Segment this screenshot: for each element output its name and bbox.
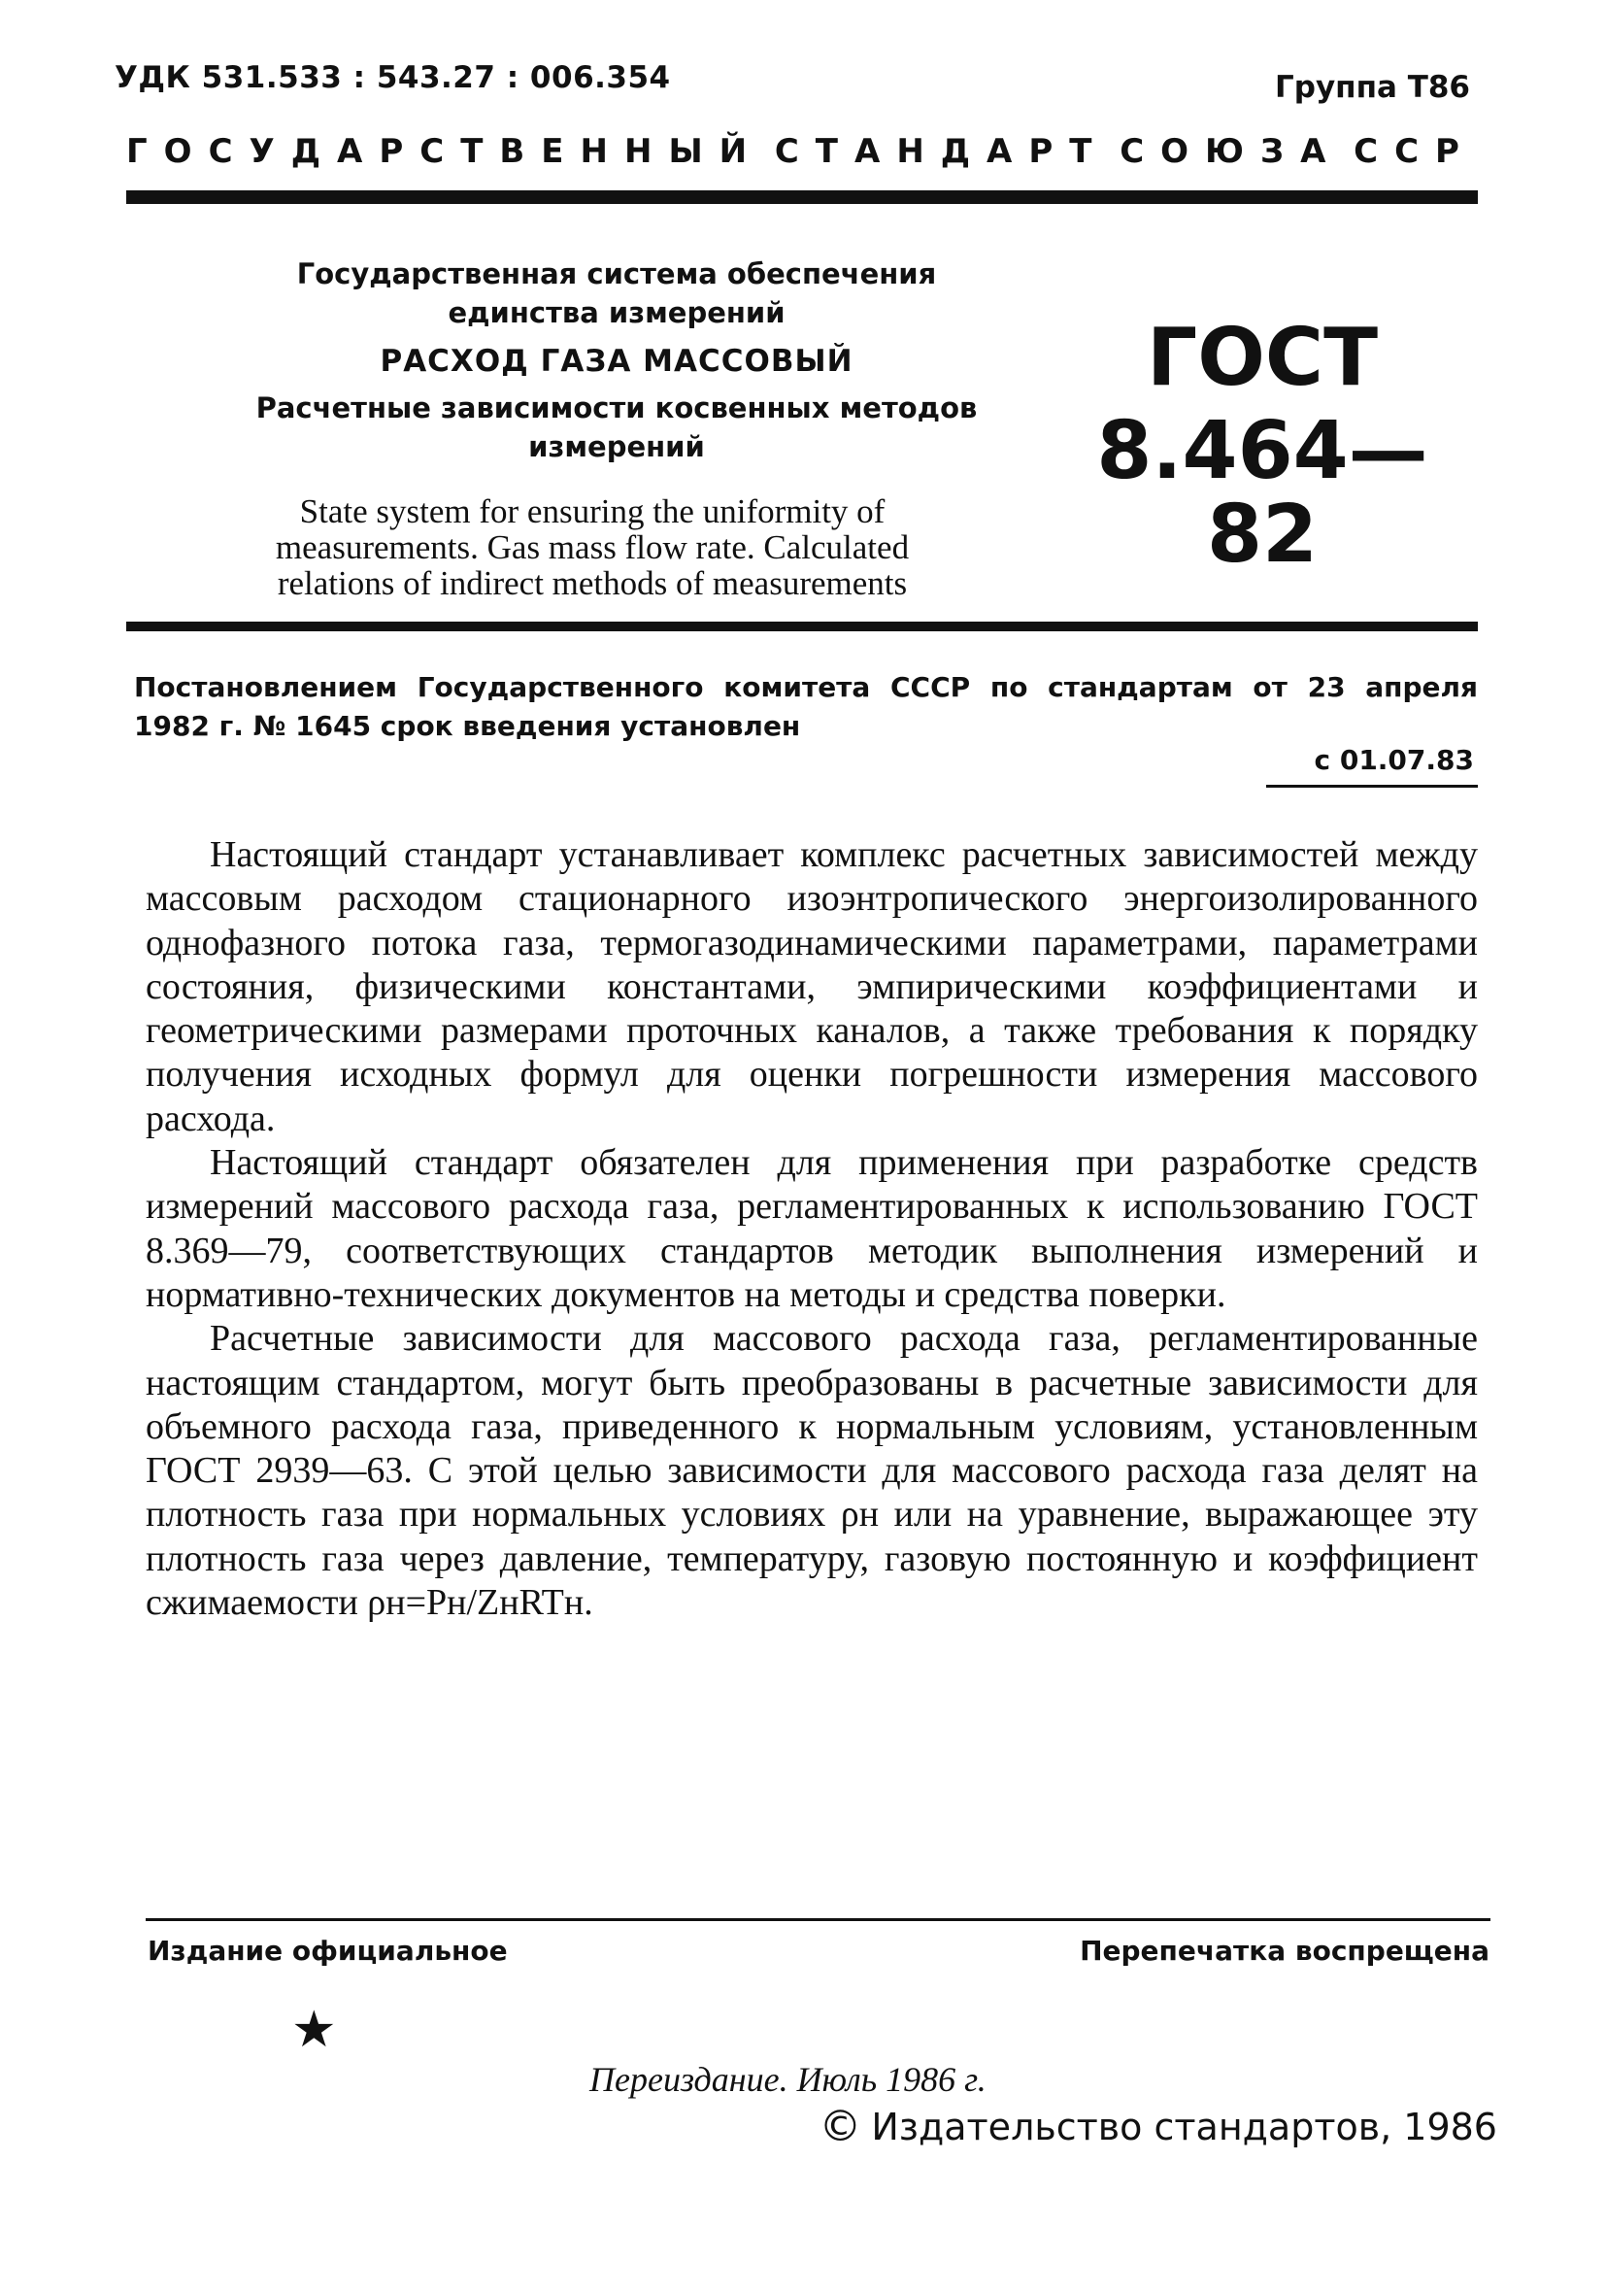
paragraph: Настоящий стандарт устанавливает комплекс расчетных зависимостей между массовым расходом стационарного изоэнтропического энергоизолированного однофазного потока газа, термогазодинамическими параметрами, параметрами состояния, физическими константами, эмпирическими коэффициентами и геометрическими размерами проточных каналов, а также требования к порядку получения исходных формул для оценки погрешности измерения массового расхода. — [146, 834, 1478, 1139]
state-standard-heading — [126, 132, 1476, 171]
copyright-icon: © — [819, 2102, 862, 2151]
date-underline — [1266, 785, 1478, 788]
heading-word: СОЮЗА — [1120, 132, 1343, 171]
heading-word: ГОСУДАРСТВЕННЫЙ — [126, 132, 764, 171]
gost-label: ГОСТ — [1146, 312, 1379, 404]
subtitle-line: измерений — [528, 430, 705, 463]
main-title: РАСХОД ГАЗА МАССОВЫЙ — [380, 344, 853, 379]
official-edition-label: Издание официальное — [148, 1935, 508, 1967]
english-title-line: relations of indirect methods of measurements — [277, 564, 908, 602]
gost-number: 8.464—82 — [1096, 405, 1428, 581]
group-code: Группа Т86 — [1275, 70, 1470, 105]
body-text — [146, 833, 1478, 1625]
effective-date: с 01.07.83 — [1314, 744, 1474, 776]
system-title-line: единства измерений — [448, 296, 786, 329]
middle-divider — [126, 622, 1478, 631]
english-title — [194, 493, 990, 601]
heading-word: СТАНДАРТ — [774, 132, 1109, 171]
bottom-divider — [146, 1918, 1490, 1921]
copyright-text: Издательство стандартов, 1986 — [871, 2105, 1497, 2148]
system-title-line: Государственная система обеспечения — [296, 257, 937, 290]
paragraph: Настоящий стандарт обязателен для применения при разработке средств измерений массового расхода газа, регламентированных к использованию ГОСТ 8.369—79, соответствующих стандартов методик выполнения измерений и нормативно-технических документов на методы и средства поверки. — [146, 1142, 1478, 1315]
title-block — [233, 254, 1000, 466]
heading-word: ССР — [1354, 132, 1476, 171]
top-divider — [126, 190, 1478, 204]
subtitle-line: Расчетные зависимости косвенных методов — [255, 391, 978, 424]
english-title-line: State system for ensuring the uniformity of — [299, 492, 886, 530]
english-title-line: measurements. Gas mass flow rate. Calculated — [275, 528, 910, 566]
reissue-note: Переиздание. Июль 1986 г. — [589, 2060, 987, 2099]
reprint-prohibited-label: Перепечатка воспрещена — [1080, 1935, 1489, 1967]
decree-text: Постановлением Государственного комитета СССР по стандартам от 23 апреля 1982 г. № 1645 срок введения установлен — [134, 671, 1478, 742]
star-icon: ★ — [291, 2001, 337, 2059]
paragraph: Расчетные зависимости для массового расхода газа, регламентированные настоящим стандартом, могут быть преобразованы в расчетные зависимости для объемного расхода газа, приведенного к нормальным условиям, установленным ГОСТ 2939—63. С этой целью зависимости для массового расхода газа делят на плотность газа при нормальных условиях ρн или на уравнение, выражающее эту плотность газа через давление, температуру, газовую постоянную и коэффициент сжимаемости ρн=Pн/ZнRTн. — [146, 1318, 1478, 1624]
copyright-line — [819, 2102, 1497, 2151]
udk-code: УДК 531.533 : 543.27 : 006.354 — [115, 60, 671, 95]
